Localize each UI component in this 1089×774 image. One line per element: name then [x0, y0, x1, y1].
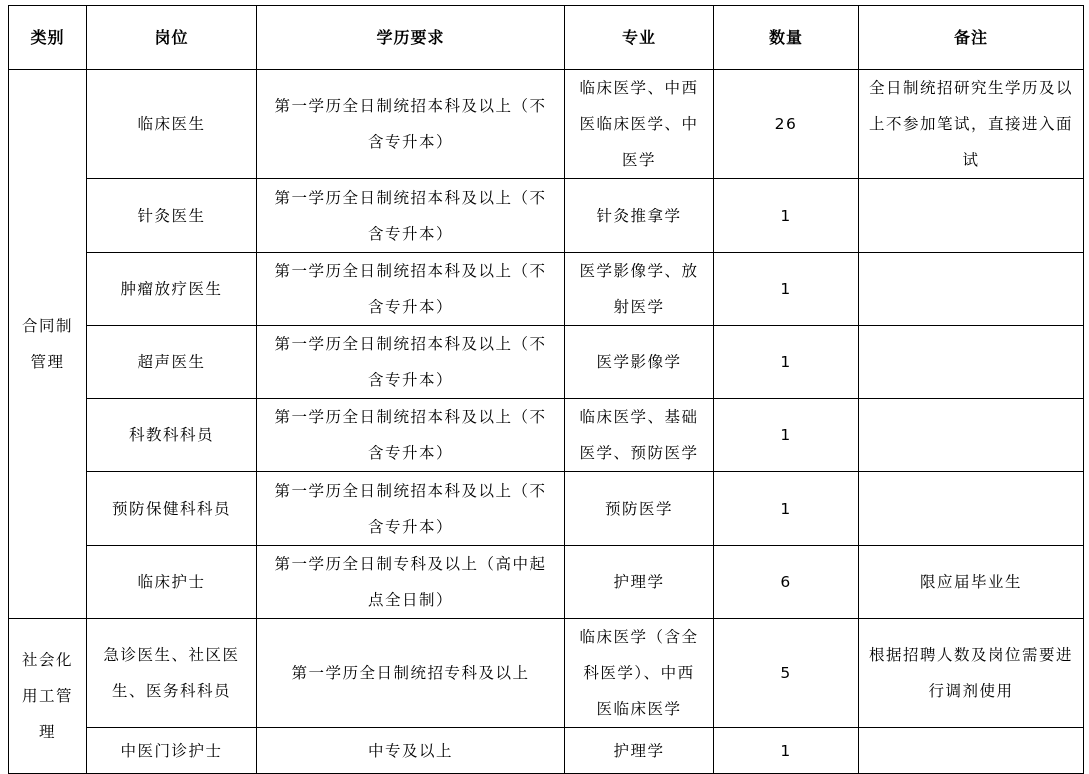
table-row	[9, 619, 1084, 728]
position-cell: 预防保健科科员	[87, 472, 257, 546]
header-major: 专业	[565, 6, 714, 70]
education-cell: 第一学历全日制统招本科及以上（不含专升本）	[257, 399, 565, 472]
position-cell: 临床医生	[87, 70, 257, 179]
header-education: 学历要求	[257, 6, 565, 70]
major-cell: 医学影像学	[565, 326, 714, 399]
position-cell: 急诊医生、社区医生、医务科科员	[87, 619, 257, 728]
remark-cell	[859, 326, 1084, 399]
education-cell: 第一学历全日制统招本科及以上（不含专升本）	[257, 179, 565, 253]
count-cell: 26	[714, 70, 859, 179]
education-cell: 第一学历全日制统招本科及以上（不含专升本）	[257, 326, 565, 399]
remark-cell: 限应届毕业生	[859, 546, 1084, 619]
count-cell: 5	[714, 619, 859, 728]
table-row	[9, 326, 1084, 399]
position-cell: 肿瘤放疗医生	[87, 253, 257, 326]
major-cell: 预防医学	[565, 472, 714, 546]
education-cell: 第一学历全日制统招本科及以上（不含专升本）	[257, 253, 565, 326]
table-row	[9, 253, 1084, 326]
table-row	[9, 472, 1084, 546]
header-remark: 备注	[859, 6, 1084, 70]
header-row	[9, 6, 1084, 70]
remark-cell	[859, 179, 1084, 253]
table-row	[9, 728, 1084, 774]
category-cell: 社会化用工管理	[9, 619, 87, 774]
remark-cell	[859, 253, 1084, 326]
table-row	[9, 399, 1084, 472]
count-cell: 6	[714, 546, 859, 619]
count-cell: 1	[714, 253, 859, 326]
category-cell: 合同制管理	[9, 70, 87, 619]
major-cell: 临床医学（含全科医学）、中西医临床医学	[565, 619, 714, 728]
table-row	[9, 70, 1084, 179]
remark-cell: 全日制统招研究生学历及以上不参加笔试，直接进入面试	[859, 70, 1084, 179]
major-cell: 临床医学、基础医学、预防医学	[565, 399, 714, 472]
remark-cell	[859, 728, 1084, 774]
remark-cell	[859, 472, 1084, 546]
count-cell: 1	[714, 472, 859, 546]
table-row	[9, 179, 1084, 253]
major-cell: 针灸推拿学	[565, 179, 714, 253]
position-cell: 针灸医生	[87, 179, 257, 253]
count-cell: 1	[714, 179, 859, 253]
major-cell: 护理学	[565, 546, 714, 619]
major-cell: 临床医学、中西医临床医学、中医学	[565, 70, 714, 179]
header-count: 数量	[714, 6, 859, 70]
major-cell: 护理学	[565, 728, 714, 774]
count-cell: 1	[714, 399, 859, 472]
education-cell: 中专及以上	[257, 728, 565, 774]
remark-cell: 根据招聘人数及岗位需要进行调剂使用	[859, 619, 1084, 728]
position-cell: 中医门诊护士	[87, 728, 257, 774]
education-cell: 第一学历全日制统招专科及以上	[257, 619, 565, 728]
header-category: 类别	[9, 6, 87, 70]
count-cell: 1	[714, 326, 859, 399]
education-cell: 第一学历全日制专科及以上（高中起点全日制）	[257, 546, 565, 619]
position-cell: 临床护士	[87, 546, 257, 619]
position-cell: 超声医生	[87, 326, 257, 399]
major-cell: 医学影像学、放射医学	[565, 253, 714, 326]
table-row	[9, 546, 1084, 619]
remark-cell	[859, 399, 1084, 472]
header-position: 岗位	[87, 6, 257, 70]
recruitment-table	[8, 5, 1084, 774]
position-cell: 科教科科员	[87, 399, 257, 472]
education-cell: 第一学历全日制统招本科及以上（不含专升本）	[257, 472, 565, 546]
education-cell: 第一学历全日制统招本科及以上（不含专升本）	[257, 70, 565, 179]
count-cell: 1	[714, 728, 859, 774]
